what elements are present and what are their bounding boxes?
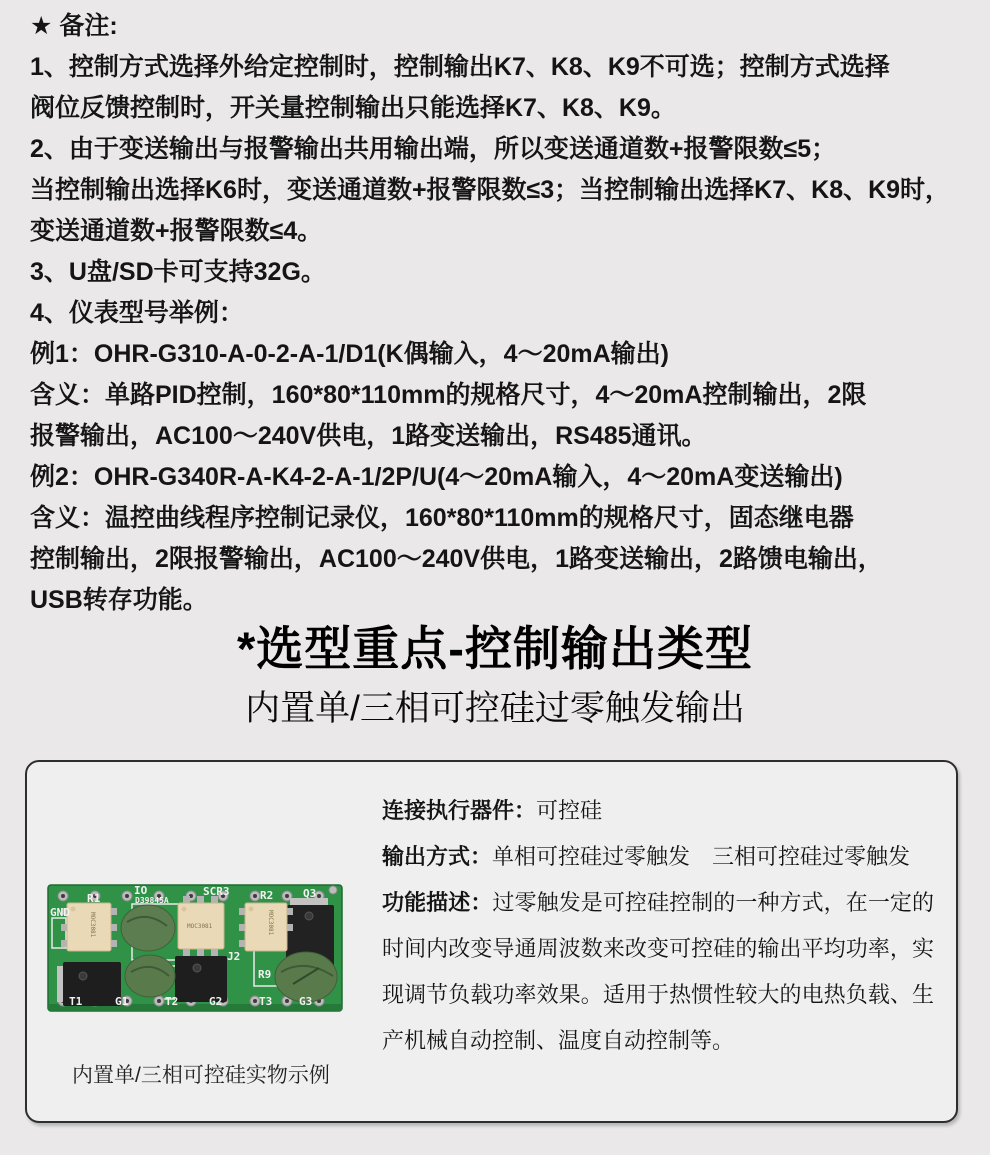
spec-actuator [382,788,934,834]
thyristor-output-panel [25,760,958,1123]
spec-output-mode-label: 输出方式： [382,844,493,869]
note-line-5: 变送通道数+报警限数≤4。 [30,217,323,245]
label-r9: R9 [258,968,272,981]
chip3-text: MOC3081 [267,910,274,936]
spec-output-mode-value: 单相可控硅过零触发 三相可控硅过零触发 [492,844,911,869]
label-r1: R1 [87,892,101,905]
chip2-text: MOC3081 [187,923,213,930]
note-line-9: 含义：单路PID控制，160*80*110mm的规格尺寸，4～20mA控制输出，2限 [30,381,867,409]
note-line-1: 1、控制方式选择外给定控制时，控制输出K7、K8、K9不可选；控制方式选择 [30,53,890,81]
note-line-13: 控制输出，2限报警输出，AC100～240V供电，1路变送输出，2路馈电输出， [30,545,883,573]
notes-header: ★ 备注: [30,12,118,40]
label-t2: T2 [165,995,179,1008]
label-io: IO [134,884,148,897]
note-line-12: 含义：温控曲线程序控制记录仪，160*80*110mm的规格尺寸，固态继电器 [30,504,854,532]
label-t3: T3 [259,995,273,1008]
label-gnd: GND [50,906,70,919]
label-g2: G2 [209,995,223,1008]
spec-desc-line-1 [382,880,934,926]
specs [382,788,934,1064]
label-t1: T1 [69,995,83,1008]
note-line-3: 2、由于变送输出与报警输出共用输出端，所以变送通道数+报警限数≤5； [30,135,837,163]
note-line-7: 4、仪表型号举例： [30,299,244,327]
section-subtitle: 内置单/三相可控硅过零触发输出 [245,689,745,728]
spec-desc-line-3: 现调节负载功率效果。适用于热惯性较大的电热负载、生 [382,982,934,1007]
note-line-14: USB转存功能。 [30,586,208,614]
spec-desc-line-4: 产机械自动控制、温度自动控制等。 [382,1028,735,1053]
pcb-board-illustration [47,880,344,1017]
spec-desc-text-1: 过零触发是可控硅控制的一种方式，在一定的 [492,890,934,915]
note-line-2: 阀位反馈控制时，开关量控制输出只能选择K7、K8、K9。 [30,94,676,122]
note-line-6: 3、U盘/SD卡可支持32G。 [30,258,326,286]
note-line-10: 报警输出，AC100～240V供电，1路变送输出，RS485通讯。 [30,422,707,450]
section-title: *选型重点-控制输出类型 [237,622,753,675]
label-g3: G3 [299,995,313,1008]
spec-actuator-value: 可控硅 [536,798,603,823]
label-g1: G1 [115,995,129,1008]
spec-desc-label: 功能描述： [382,890,493,915]
spec-desc-line-2: 时间内改变导通周波数来改变可控硅的输出平均功率，实 [382,936,934,961]
label-j2: J2 [227,950,241,963]
label-scr3: SCR3 [203,885,230,898]
label-r2: R2 [260,889,274,902]
note-line-8: 例1：OHR-G310-A-0-2-A-1/D1(K偶输入，4～20mA输出) [30,340,669,368]
spec-actuator-label: 连接执行器件： [382,798,537,823]
chip1-text: MOC3081 [89,912,96,938]
note-line-11: 例2：OHR-G340R-A-K4-2-A-1/2P/U(4～20mA输入，4～20mA变送输出) [30,463,843,491]
pcb-caption: 内置单/三相可控硅实物示例 [72,1064,330,1087]
note-line-4: 当控制输出选择K6时，变送通道数+报警限数≤3；当控制输出选择K7、K8、K9时， [30,176,951,204]
label-d39845a: D39845A [135,896,169,905]
label-q3: Q3 [303,887,317,900]
spec-output-mode [382,834,934,880]
pcb-photo [47,880,344,1017]
